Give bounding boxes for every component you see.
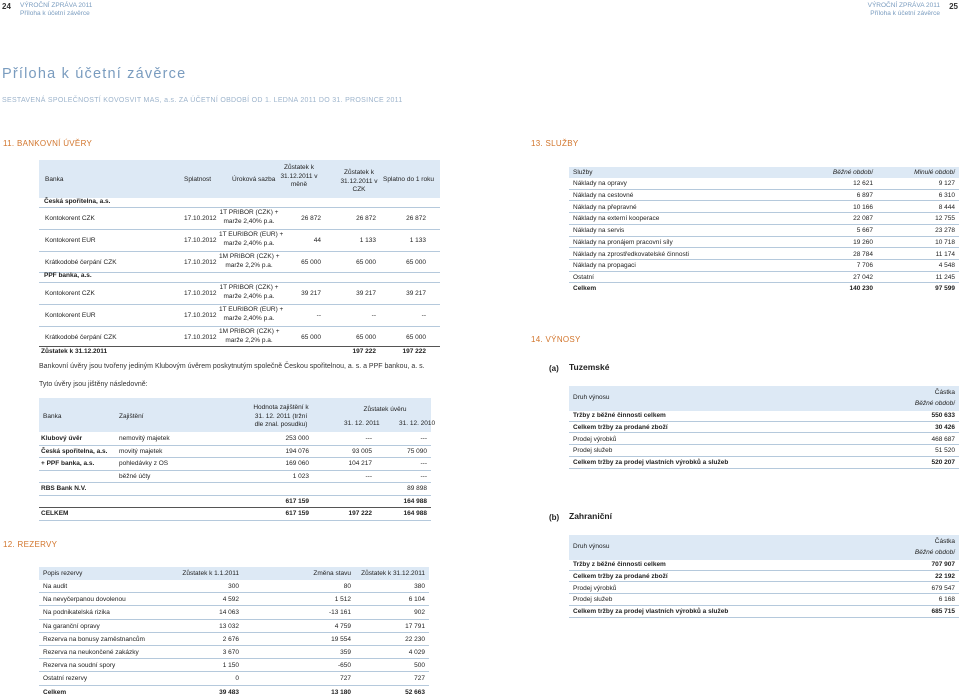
reserves-row bbox=[39, 659, 429, 672]
reserves-row-change: 727 bbox=[340, 675, 351, 683]
secured-row-collateral: nemovitý majetek bbox=[119, 435, 170, 442]
right-header-line2: Příloha k účetní závěrce bbox=[870, 10, 940, 17]
services-total-name: Celkem bbox=[573, 285, 597, 293]
revenue-b-col-period: Běžné období bbox=[914, 549, 955, 556]
secured-row-collateral: movitý majetek bbox=[119, 447, 163, 455]
reserves-row-name: Na audit bbox=[43, 583, 68, 591]
secured-row-collateral: pohledávky z OS bbox=[119, 460, 169, 467]
reserves-row-name: Rezerva na bonusy zaměstnancům bbox=[43, 635, 145, 643]
reserves-row-name: Rezerva na soudní spory bbox=[43, 662, 116, 670]
loans-row-value-czk: 26 872 bbox=[356, 215, 376, 222]
loans-row-value-czk: 65 000 bbox=[356, 259, 376, 266]
services-row-current: 6 897 bbox=[856, 192, 873, 200]
loans-row-value-due: 39 217 bbox=[406, 290, 426, 297]
secured-col-balance: Zůstatek úvěru bbox=[363, 406, 407, 413]
revenue-b-letter: (b) bbox=[549, 513, 560, 522]
reserves-row-open: 4 592 bbox=[222, 596, 239, 604]
reserves-row-change: -650 bbox=[337, 662, 351, 670]
loans-row-rate-line1: 1T PRIBOR (CZK) + bbox=[219, 284, 279, 291]
loans-row bbox=[39, 305, 440, 326]
reserves-row-open: 14 063 bbox=[219, 609, 239, 617]
secured-row bbox=[39, 507, 431, 520]
secured-row-value: 169 060 bbox=[285, 460, 309, 467]
secured-row-bank: + PPF banka, a.s. bbox=[41, 460, 95, 467]
loans-row-rate bbox=[219, 305, 284, 323]
section-services-heading: 13. SLUŽBY bbox=[531, 139, 579, 148]
services-row-current: 5 667 bbox=[856, 227, 873, 235]
secured-row bbox=[39, 495, 431, 508]
secured-row-balance-2010: --- bbox=[420, 472, 427, 480]
reserves-row-close: 6 104 bbox=[408, 596, 425, 604]
reserves-row-open: 1 150 bbox=[222, 662, 239, 670]
secured-row-value: 1 023 bbox=[292, 472, 309, 480]
revenue-a-col-kind: Druh výnosu bbox=[573, 394, 610, 401]
services-row-current: 12 621 bbox=[853, 180, 873, 188]
document-subtitle: SESTAVENÁ SPOLEČNOSTÍ KOVOSVIT MAS, a.s. ZA ÚČETNÍ OBDOBÍ OD 1. LEDNA 2011 DO 31. PROSINCE 2011 bbox=[2, 97, 403, 104]
loans-row-rate-line1: 1T EURIBOR (EUR) + bbox=[219, 306, 284, 313]
loans-row-rate bbox=[219, 252, 279, 270]
reserves-row-name: Na garanční opravy bbox=[43, 622, 100, 630]
reserves-row-close: 500 bbox=[414, 662, 425, 670]
secured-row-balance-2011: --- bbox=[365, 472, 372, 480]
reserves-row-open: 2 676 bbox=[222, 635, 239, 643]
loans-row-name: Kontokorent EUR bbox=[45, 237, 96, 244]
revenue-b-title: Zahraniční bbox=[569, 511, 612, 521]
reserves-row bbox=[39, 606, 429, 619]
secured-row-value: 617 159 bbox=[285, 497, 309, 505]
reserves-row-open: 13 032 bbox=[219, 622, 239, 630]
reserves-total-row bbox=[39, 686, 429, 694]
secured-row bbox=[39, 482, 431, 495]
revenue-row-name: Prodej služeb bbox=[573, 596, 613, 604]
loans-row bbox=[39, 230, 440, 251]
secured-row-bank: RBS Bank N.V. bbox=[41, 485, 87, 492]
services-row-name: Náklady na zprostředkovatelské činnosti bbox=[573, 250, 689, 258]
secured-row-balance-2010: 89 898 bbox=[407, 485, 427, 492]
services-col-name: Služby bbox=[573, 169, 593, 176]
loans-row-date: 17.10.2012 bbox=[184, 334, 217, 341]
revenue-b-col-kind: Druh výnosu bbox=[573, 543, 610, 550]
services-total-current: 140 230 bbox=[849, 285, 873, 293]
loans-row-rate-line1: 1T EURIBOR (EUR) + bbox=[219, 231, 284, 238]
secured-row-balance-2010: 164 988 bbox=[403, 510, 427, 517]
secured-row-balance-2011: 197 222 bbox=[348, 510, 372, 517]
secured-row bbox=[39, 457, 431, 470]
secured-col-bank: Banka bbox=[43, 413, 62, 420]
secured-row bbox=[39, 432, 431, 445]
loans-row-value-czk: 1 133 bbox=[359, 237, 376, 244]
services-row-name: Náklady na servis bbox=[573, 227, 625, 235]
secured-row-bank: CELKEM bbox=[41, 510, 69, 517]
loans-row-date: 17.10.2012 bbox=[184, 259, 217, 266]
services-total-row bbox=[569, 283, 959, 295]
revenue-row-name: Celkem tržby za prodej vlastních výrobků a služeb bbox=[573, 459, 729, 467]
reserves-row-open: 0 bbox=[235, 675, 239, 683]
reserves-row-close: 17 791 bbox=[405, 622, 425, 630]
loans-row-rate bbox=[219, 283, 279, 301]
revenue-row-value: 468 687 bbox=[931, 435, 955, 443]
loans-row-rate bbox=[219, 230, 284, 248]
revenue-b-col-amount: Částka bbox=[934, 538, 955, 545]
loans-row bbox=[39, 208, 440, 229]
revenue-row-value: 707 907 bbox=[931, 561, 955, 569]
right-header-line1: VÝROČNÍ ZPRÁVA 2011 bbox=[867, 2, 940, 9]
services-col-current: Běžné období bbox=[832, 169, 873, 176]
loans-bank-cs: Česká spořitelna, a.s. bbox=[44, 198, 111, 205]
revenue-a-col-amount: Částka bbox=[934, 389, 955, 396]
secured-row-balance-2011: 93 005 bbox=[352, 447, 372, 455]
reserves-total-open: 39 483 bbox=[219, 688, 239, 694]
revenue-row-name: Tržby z běžné činnosti celkem bbox=[573, 561, 666, 569]
reserves-row-name: Na nevyčerpanou dovolenou bbox=[43, 596, 126, 604]
revenue-row-value: 6 168 bbox=[938, 596, 955, 604]
loans-row-rate-line1: 1M PRIBOR (CZK) + bbox=[219, 253, 280, 260]
secured-col-collateral: Zajištění bbox=[119, 413, 144, 420]
left-page-number: 24 bbox=[2, 2, 11, 11]
loans-row-value-due: 1 133 bbox=[409, 237, 426, 244]
services-row-previous: 12 755 bbox=[935, 215, 955, 223]
secured-row-balance-2010: 75 090 bbox=[407, 447, 427, 455]
loans-row-name: Kontokorent CZK bbox=[45, 290, 95, 297]
revenue-row-name: Tržby z běžné činnosti celkem bbox=[573, 412, 666, 420]
loans-row bbox=[39, 283, 440, 304]
loans-row-name: Kontokorent EUR bbox=[45, 312, 96, 319]
services-row-previous: 6 310 bbox=[938, 192, 955, 200]
loans-col-bank: Banka bbox=[45, 176, 64, 183]
loans-row-value-currency: 44 bbox=[313, 237, 321, 244]
loans-row-date: 17.10.2012 bbox=[184, 290, 217, 297]
loans-row-date: 17.10.2012 bbox=[184, 312, 217, 319]
loans-row-value-currency: 26 872 bbox=[301, 215, 321, 222]
secured-row-balance-2010: 164 988 bbox=[403, 497, 427, 505]
services-row-previous: 9 127 bbox=[938, 180, 955, 188]
row-divider bbox=[569, 617, 959, 618]
loans-row-value-currency: 39 217 bbox=[301, 290, 321, 297]
secured-row-value: 617 159 bbox=[285, 510, 309, 517]
reserves-row-close: 902 bbox=[414, 609, 425, 617]
services-row-previous: 23 278 bbox=[935, 227, 955, 235]
loans-row-rate-line2: marže 2,40% p.a. bbox=[223, 218, 275, 225]
loans-total-czk: 197 222 bbox=[352, 348, 376, 355]
services-row-current: 22 087 bbox=[853, 215, 873, 223]
section-bank-loans-heading: 11. BANKOVNÍ ÚVĚRY bbox=[3, 139, 93, 148]
loans-row-date: 17.10.2012 bbox=[184, 215, 217, 222]
reserves-row bbox=[39, 633, 429, 646]
revenue-row-value: 22 192 bbox=[935, 573, 955, 581]
loans-col-balance-czk: Zůstatek k 31.12.2011 v CZK bbox=[340, 169, 378, 193]
services-row-current: 27 042 bbox=[853, 273, 873, 281]
revenue-a-header bbox=[569, 386, 959, 411]
reserves-total-close: 52 663 bbox=[405, 688, 425, 694]
secured-row-value: 194 076 bbox=[285, 447, 309, 455]
services-row-current: 28 784 bbox=[853, 250, 873, 258]
services-row-name: Ostatní bbox=[573, 273, 594, 281]
loans-row bbox=[39, 327, 440, 347]
reserves-row-change: 4 759 bbox=[334, 622, 351, 630]
loans-row-rate-line2: marže 2,40% p.a. bbox=[223, 315, 275, 322]
secured-row-balance-2010: --- bbox=[420, 435, 427, 442]
revenue-row-name: Celkem tržby za prodané zboží bbox=[573, 424, 668, 432]
loans-total-due: 197 222 bbox=[402, 348, 426, 355]
secured-row-collateral: běžné účty bbox=[119, 472, 151, 480]
loans-total-label: Zůstatek k 31.12.2011 bbox=[41, 348, 108, 355]
reserves-col-open: Zůstatek k 1.1.2011 bbox=[182, 570, 239, 577]
services-row-previous: 11 174 bbox=[935, 250, 955, 258]
revenue-a-letter: (a) bbox=[549, 364, 559, 373]
services-row-current: 19 260 bbox=[853, 238, 873, 246]
services-table-header bbox=[569, 167, 959, 178]
revenue-row-name: Prodej výrobků bbox=[573, 584, 617, 592]
left-header-line1: VÝROČNÍ ZPRÁVA 2011 bbox=[20, 2, 93, 9]
row-divider bbox=[39, 520, 431, 521]
reserves-row-open: 3 670 bbox=[222, 649, 239, 657]
loans-row-value-czk: 65 000 bbox=[356, 334, 376, 341]
secured-row bbox=[39, 445, 431, 458]
loans-row-rate-line2: marže 2,2% p.a. bbox=[225, 337, 273, 344]
services-row-name: Náklady na pronájem pracovní síly bbox=[573, 238, 673, 246]
secured-col-date2: 31. 12. 2010 bbox=[399, 420, 436, 427]
section-revenue-heading: 14. VÝNOSY bbox=[531, 335, 581, 344]
services-row-name: Náklady na cestovné bbox=[573, 192, 634, 200]
loans-row-value-czk: 39 217 bbox=[356, 290, 376, 297]
loans-row-rate-line2: marže 2,40% p.a. bbox=[223, 293, 275, 300]
secured-row-value: 253 000 bbox=[285, 435, 309, 442]
right-running-header bbox=[868, 2, 940, 18]
reserves-row-close: 22 230 bbox=[405, 635, 425, 643]
reserves-row bbox=[39, 620, 429, 633]
revenue-row-name: Prodej služeb bbox=[573, 447, 613, 455]
services-total-previous: 97 599 bbox=[935, 285, 955, 293]
reserves-row bbox=[39, 672, 429, 685]
section-reserves-heading: 12. REZERVY bbox=[3, 540, 58, 549]
revenue-row-value: 51 520 bbox=[935, 447, 955, 455]
reserves-row-change: 19 554 bbox=[331, 635, 351, 643]
services-row-name: Náklady na opravy bbox=[573, 180, 627, 188]
loans-row-value-currency: -- bbox=[316, 312, 321, 319]
loans-note: Bankovní úvěry jsou tvořeny jediným Klubovým úvěrem poskytnutým společně Českou spořitelnou, a. s. a PPF bankou, a. s. bbox=[39, 363, 425, 370]
revenue-a-title: Tuzemské bbox=[569, 362, 610, 372]
secured-table-header bbox=[39, 398, 436, 432]
loans-row-rate bbox=[219, 208, 279, 226]
reserves-row-close: 727 bbox=[414, 675, 425, 683]
loans-row-value-due: 65 000 bbox=[406, 259, 426, 266]
loans-row-rate bbox=[219, 327, 279, 345]
reserves-col-desc: Popis rezervy bbox=[43, 570, 83, 577]
revenue-row-name: Prodej výrobků bbox=[573, 435, 617, 443]
loans-row-rate-line2: marže 2,40% p.a. bbox=[223, 240, 275, 247]
revenue-row-value: 550 633 bbox=[931, 412, 955, 420]
reserves-row-change: 1 512 bbox=[334, 596, 351, 604]
revenue-row-name: Celkem tržby za prodej vlastních výrobků a služeb bbox=[573, 608, 729, 616]
reserves-row-change: -13 161 bbox=[328, 609, 351, 617]
loans-row-name: Krátkodobé čerpání CZK bbox=[45, 259, 117, 266]
loans-table-header bbox=[39, 160, 440, 198]
services-col-previous: Minulé období bbox=[914, 169, 955, 176]
loans-col-balance-currency: Zůstatek k 31.12.2011 v měně bbox=[280, 164, 318, 188]
secured-row-balance-2010: --- bbox=[420, 460, 427, 467]
secured-col-value: Hodnota zajištění k 31. 12. 2011 (tržní dle znal. posudku) bbox=[253, 404, 309, 428]
secured-row-balance-2011: 104 217 bbox=[348, 460, 372, 467]
loans-row-value-currency: 65 000 bbox=[301, 259, 321, 266]
loans-row-value-due: 65 000 bbox=[406, 334, 426, 341]
document-title: Příloha k účetní závěrce bbox=[2, 66, 187, 82]
right-page-number: 25 bbox=[949, 2, 958, 11]
services-row-previous: 8 444 bbox=[938, 203, 955, 211]
loans-total-row bbox=[39, 346, 440, 358]
services-row-previous: 4 548 bbox=[938, 262, 955, 270]
revenue-a-col-period: Běžné období bbox=[914, 400, 955, 407]
secured-row-bank: Klubový úvěr bbox=[41, 435, 83, 442]
reserves-row-change: 80 bbox=[343, 583, 351, 591]
loans-bank-ppf: PPF banka, a.s. bbox=[44, 272, 92, 279]
loans-row bbox=[39, 252, 440, 272]
reserves-total-change: 13 180 bbox=[331, 688, 351, 694]
loans-row-value-currency: 65 000 bbox=[301, 334, 321, 341]
reserves-row bbox=[39, 593, 429, 606]
reserves-row-close: 4 029 bbox=[408, 649, 425, 657]
reserves-row-name: Na podnikatelská rizika bbox=[43, 609, 110, 617]
loans-row-value-czk: -- bbox=[371, 312, 376, 319]
loans-col-rate: Úroková sazba bbox=[232, 176, 276, 183]
revenue-row-value: 30 426 bbox=[935, 424, 955, 432]
reserves-row-close: 380 bbox=[414, 583, 425, 591]
secured-col-date1: 31. 12. 2011 bbox=[344, 420, 380, 427]
reserves-col-close: Zůstatek k 31.12.2011 bbox=[361, 570, 425, 577]
loans-row-name: Krátkodobé čerpání CZK bbox=[45, 334, 117, 341]
secured-intro: Tyto úvěry jsou jištěny následovně: bbox=[39, 381, 148, 388]
loans-col-maturity: Splatnost bbox=[184, 176, 212, 183]
left-running-header bbox=[20, 2, 92, 18]
services-row-name: Náklady na propagaci bbox=[573, 262, 636, 270]
left-header-line2: Příloha k účetní závěrce bbox=[20, 10, 90, 17]
secured-row bbox=[39, 470, 431, 483]
services-row-current: 10 166 bbox=[853, 203, 873, 211]
secured-row-bank: Česká spořitelna, a.s. bbox=[41, 447, 108, 455]
loans-row-value-due: -- bbox=[421, 312, 426, 319]
services-row-current: 7 706 bbox=[856, 262, 873, 270]
loans-row-name: Kontokorent CZK bbox=[45, 215, 95, 222]
services-row-previous: 11 245 bbox=[935, 273, 955, 281]
reserves-row-name: Rezerva na neukončené zakázky bbox=[43, 649, 139, 657]
services-row-previous: 10 718 bbox=[935, 238, 955, 246]
reserves-total-name: Celkem bbox=[43, 688, 67, 694]
row-divider bbox=[569, 468, 959, 469]
loans-row-rate-line1: 1M PRIBOR (CZK) + bbox=[219, 328, 280, 335]
revenue-row-value: 520 207 bbox=[931, 459, 955, 467]
reserves-row-change: 359 bbox=[340, 649, 351, 657]
loans-col-due: Splatno do 1 roku bbox=[383, 176, 434, 183]
reserves-row-open: 300 bbox=[228, 583, 239, 591]
revenue-b-header bbox=[569, 535, 959, 560]
loans-row-date: 17.10.2012 bbox=[184, 237, 217, 244]
secured-row-balance-2011: --- bbox=[365, 435, 372, 442]
reserves-row-name: Ostatní rezervy bbox=[43, 675, 88, 683]
services-row-name: Náklady na externí kooperace bbox=[573, 215, 660, 223]
revenue-row-value: 679 547 bbox=[931, 584, 955, 592]
reserves-col-change: Změna stavu bbox=[313, 570, 351, 577]
loans-row-rate-line2: marže 2,2% p.a. bbox=[225, 262, 273, 269]
reserves-table-header bbox=[39, 567, 429, 580]
loans-row-rate-line1: 1T PRIBOR (CZK) + bbox=[219, 209, 279, 216]
services-row-name: Náklady na přepravné bbox=[573, 203, 637, 211]
revenue-row-name: Celkem tržby za prodané zboží bbox=[573, 573, 668, 581]
loans-row-value-due: 26 872 bbox=[406, 215, 426, 222]
revenue-row-value: 685 715 bbox=[931, 608, 955, 616]
